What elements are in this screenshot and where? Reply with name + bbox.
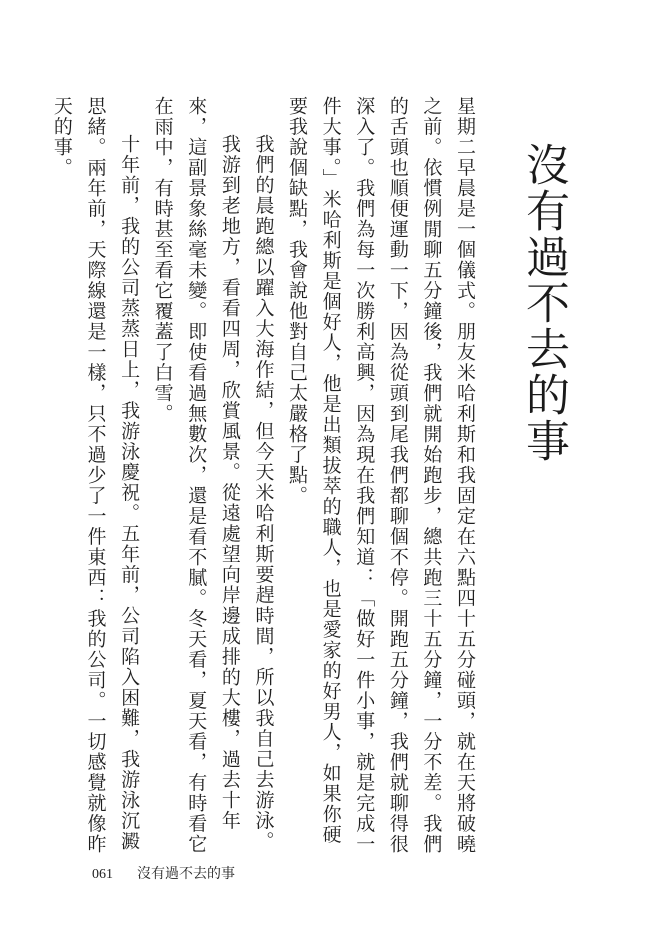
paragraph-4: 十年前，我的公司蒸蒸日上，我游泳慶祝。五年前，公司陷入困難，我游泳沉澱思緒。兩年前，天際線還是一樣，只不過少了一件東西：我的公司。一切感覺就像昨天的事。 [50,96,141,855]
body-text [44,96,481,856]
chapter-title: 沒有過不去的事 [518,142,569,464]
page-number: 061 [92,867,113,882]
paragraph-2: 我們的晨跑總以躍入大海作結，但今天米哈利斯要趕時間，所以我自己去游泳。 [252,134,275,852]
paragraph-1: 星期二早晨是一個儀式。朋友米哈利斯和我固定在六點四十五分碰頭，就在天將破曉之前。依慣例閒聊五分鐘後，我們就開始跑步，總共跑三十五分鐘，一分不差。我們的舌頭也順便運動一下，因為從頭到尾我們都聊個不停。開跑五分鐘，我們就聊得很深入了。我們為每一次勝利高興，因為現在我們知道：「做好一件小事，就是完成一件大事。」米哈利斯是個好人，他是出類拔萃的職人，也是愛家的好男人，如果你硬要我說個缺點，我會說他對自己太嚴格了點。 [286,96,476,855]
paragraph-3: 我游到老地方，看看四周，欣賞風景。從遠處望向岸邊成排的大樓，過去十年來，這副景象絲毫未變。即使看過無數次，還是看不膩。冬天看，夏天看，有時看它在雨中，有時甚至看它覆蓋了白雪。 [151,96,241,855]
page-footer [92,863,235,883]
running-title: 沒有過不去的事 [137,867,235,882]
